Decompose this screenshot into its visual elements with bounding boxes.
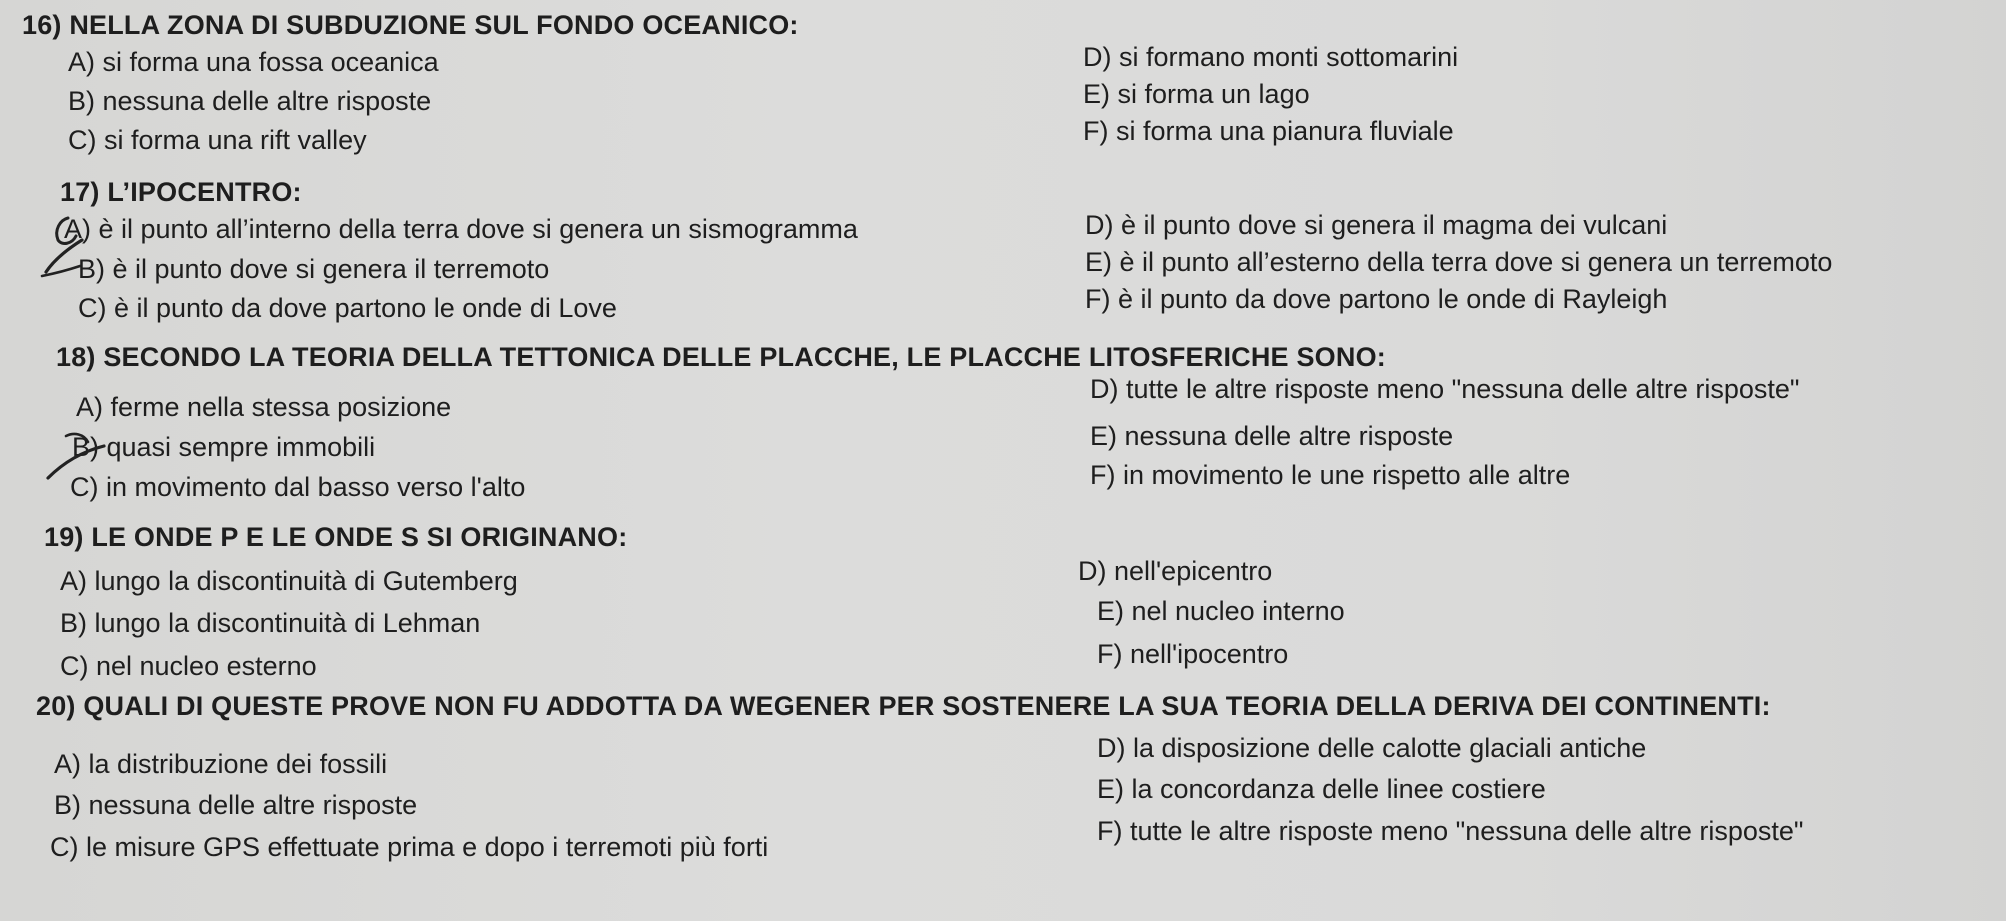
question-17-option-a: A) è il punto all’interno della terra dove si genera un sismogramma [64, 214, 858, 244]
question-18-title: 18) SECONDO LA TEORIA DELLA TETTONICA DELLE PLACCHE, LE PLACCHE LITOSFERICHE SONO: [56, 342, 1386, 372]
question-17-option-e: E) è il punto all’esterno della terra dove si genera un terremoto [1085, 247, 1833, 277]
question-20-option-c: C) le misure GPS effettuate prima e dopo i terremoti più forti [50, 832, 769, 862]
question-20-option-d: D) la disposizione delle calotte glaciali antiche [1097, 733, 1647, 763]
question-18-option-f: F) in movimento le une rispetto alle altre [1090, 460, 1571, 490]
question-19-option-d: D) nell'epicentro [1078, 556, 1273, 586]
question-16-title: 16) NELLA ZONA DI SUBDUZIONE SUL FONDO OCEANICO: [22, 10, 799, 40]
question-18-option-c: C) in movimento dal basso verso l'alto [70, 472, 526, 502]
question-20-option-b: B) nessuna delle altre risposte [54, 790, 418, 820]
question-18-option-e: E) nessuna delle altre risposte [1090, 421, 1454, 451]
question-19-option-e: E) nel nucleo interno [1097, 596, 1345, 626]
question-16-option-e: E) si forma un lago [1083, 79, 1310, 109]
question-16-option-b: B) nessuna delle altre risposte [68, 86, 432, 116]
question-17-option-f: F) è il punto da dove partono le onde di Rayleigh [1085, 284, 1668, 314]
question-16-option-f: F) si forma una pianura fluviale [1083, 116, 1454, 146]
question-18-option-d: D) tutte le altre risposte meno "nessuna delle altre risposte" [1090, 374, 1800, 404]
question-20-option-f: F) tutte le altre risposte meno "nessuna delle altre risposte" [1097, 816, 1804, 846]
question-17-title: 17) L’IPOCENTRO: [60, 177, 302, 207]
question-16-option-d: D) si formano monti sottomarini [1083, 42, 1459, 72]
question-20-title: 20) QUALI DI QUESTE PROVE NON FU ADDOTTA DA WEGENER PER SOSTENERE LA SUA TEORIA DELLA DERIVA DEI CONTINENTI: [36, 691, 1771, 721]
question-17-option-c: C) è il punto da dove partono le onde di Love [78, 293, 617, 323]
question-17-option-d: D) è il punto dove si genera il magma dei vulcani [1085, 210, 1668, 240]
question-19-option-c: C) nel nucleo esterno [60, 651, 317, 681]
question-20-option-a: A) la distribuzione dei fossili [54, 749, 388, 779]
question-20-option-e: E) la concordanza delle linee costiere [1097, 774, 1546, 804]
question-19-title: 19) LE ONDE P E LE ONDE S SI ORIGINANO: [44, 522, 628, 552]
question-16-option-c: C) si forma una rift valley [68, 125, 367, 155]
question-18-option-a: A) ferme nella stessa posizione [76, 392, 452, 422]
question-16-option-a: A) si forma una fossa oceanica [68, 47, 439, 77]
question-17-option-b: B) è il punto dove si genera il terremoto [78, 254, 550, 284]
question-18-option-b: B) quasi sempre immobili [72, 432, 376, 462]
question-19-option-a: A) lungo la discontinuità di Gutemberg [60, 566, 518, 596]
question-19-option-b: B) lungo la discontinuità di Lehman [60, 608, 481, 638]
question-19-option-f: F) nell'ipocentro [1097, 639, 1289, 669]
